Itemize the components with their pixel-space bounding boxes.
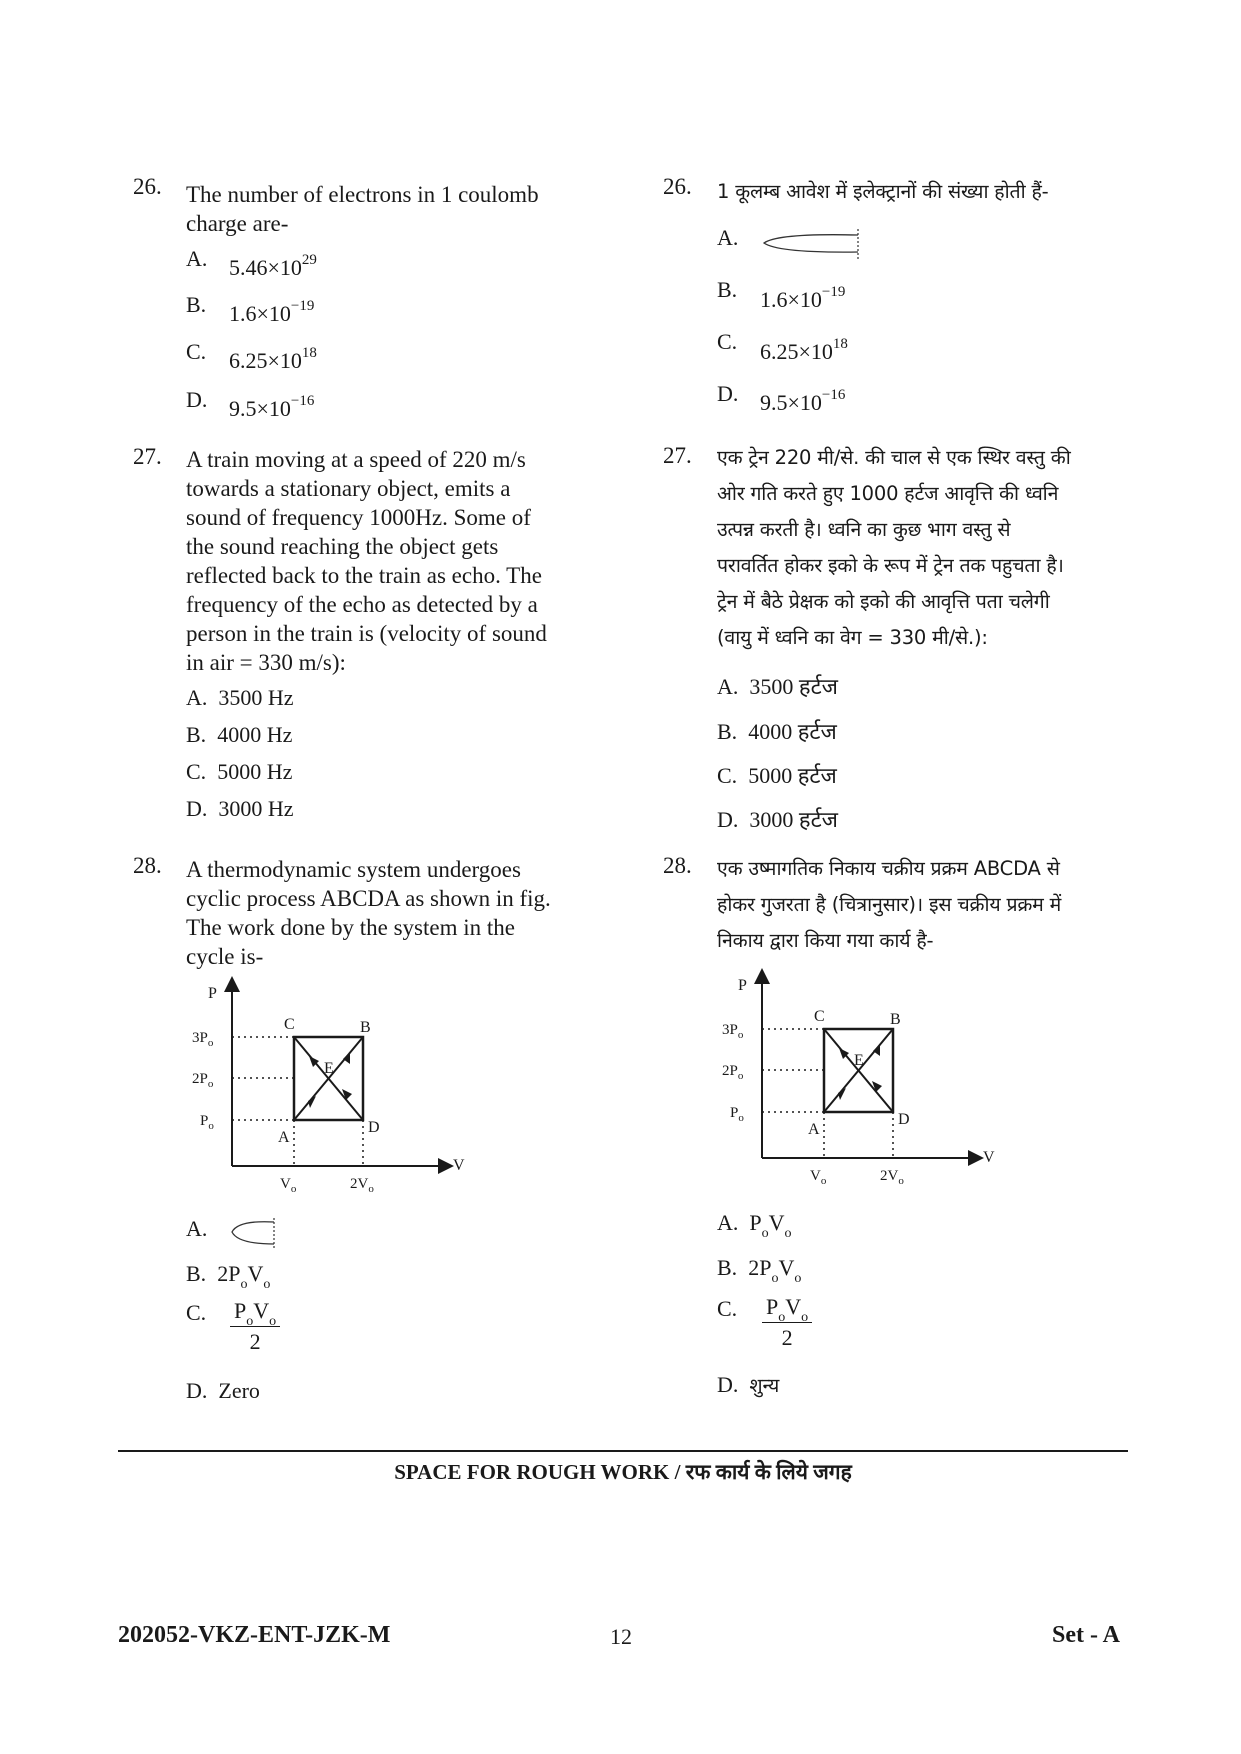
point-c-label: C bbox=[814, 1008, 825, 1025]
q28-hi-option-c bbox=[717, 1296, 737, 1322]
point-d-label: D bbox=[368, 1119, 380, 1136]
mantissa: 6.25×10 bbox=[760, 339, 833, 364]
option-text: 5000 हर्टज bbox=[748, 763, 837, 788]
option-label: A. bbox=[717, 225, 739, 250]
option-text: 3500 Hz bbox=[218, 685, 294, 710]
q26-en-option-c bbox=[186, 339, 206, 365]
tick-3p: $3P_o$ bbox=[192, 1030, 214, 1049]
tick-p: $P_o$ bbox=[200, 1113, 214, 1132]
text-line: एक उष्मागतिक निकाय चक्रीय प्रक्रम ABCDA से bbox=[717, 857, 1060, 880]
page-number: 12 bbox=[610, 1624, 632, 1649]
option-text: शुन्य bbox=[749, 1374, 780, 1397]
tick-2p: $2P_o$ bbox=[722, 1063, 744, 1082]
q28-en-text bbox=[186, 855, 551, 971]
q28-hi-option-c-fraction bbox=[762, 1294, 812, 1351]
q26-en-option-a bbox=[186, 246, 207, 272]
option-label: D. bbox=[186, 796, 208, 821]
text-line: charge are- bbox=[186, 211, 289, 236]
option-label: C. bbox=[186, 1300, 207, 1325]
q27-hi-option-b bbox=[717, 716, 837, 746]
option-label: A. bbox=[186, 1216, 208, 1241]
text-line: the sound reaching the object gets bbox=[186, 534, 499, 559]
scribble-mark bbox=[758, 225, 868, 261]
fraction-numerator: $P_oV_o$ bbox=[230, 1298, 280, 1327]
option-label: B. bbox=[717, 1255, 738, 1280]
option-text: Zero bbox=[218, 1378, 260, 1403]
v-axis-label: V bbox=[983, 1149, 995, 1166]
option-label: B. bbox=[717, 719, 738, 744]
q28-en-number: 28. bbox=[133, 853, 162, 878]
coefficient: 2 bbox=[217, 1261, 229, 1286]
option-label: D. bbox=[717, 381, 739, 406]
text-line: होकर गुजरता है (चित्रानुसार)। इस चक्रीय प्रक्रम में bbox=[717, 893, 1062, 916]
text-line: in air = 330 m/s): bbox=[186, 650, 346, 675]
exponent: 29 bbox=[301, 252, 317, 268]
q26-hi-option-b-value bbox=[760, 284, 846, 313]
option-text: 4000 हर्टज bbox=[748, 719, 837, 744]
subscript: o bbox=[263, 1277, 271, 1292]
option-label: C. bbox=[186, 759, 207, 784]
subscript: o bbox=[771, 1271, 779, 1286]
text-line: The number of electrons in 1 coulomb bbox=[186, 182, 539, 207]
option-text: 4000 Hz bbox=[217, 722, 293, 747]
mantissa: 9.5×10 bbox=[229, 396, 291, 421]
q27-hi-option-a bbox=[717, 671, 838, 701]
option-text: 5000 Hz bbox=[217, 759, 293, 784]
subscript: o bbox=[240, 1277, 248, 1292]
exponent: −16 bbox=[821, 387, 846, 403]
divider-line bbox=[118, 1450, 1128, 1452]
text-line: ट्रेन में बैठे प्रेक्षक को इको की आवृत्ति पता चलेगी bbox=[717, 590, 1050, 613]
point-a-label: A bbox=[278, 1129, 290, 1146]
p-axis-label: P bbox=[738, 977, 747, 994]
subscript: o bbox=[761, 1226, 769, 1241]
q27-hi-option-c bbox=[717, 760, 837, 790]
text-line: A thermodynamic system undergoes bbox=[186, 857, 521, 882]
mantissa: 6.25×10 bbox=[229, 348, 302, 373]
pv-cycle-diagram-en bbox=[170, 970, 480, 1200]
q26-hi-option-d-value bbox=[760, 387, 846, 416]
tick-2v: $2V_o$ bbox=[350, 1176, 374, 1195]
q27-en-option-b bbox=[186, 722, 292, 748]
option-label: C. bbox=[717, 763, 738, 788]
rough-work-heading: SPACE FOR ROUGH WORK / रफ कार्य के लिये जगह bbox=[394, 1460, 852, 1484]
tick-p: $P_o$ bbox=[730, 1105, 744, 1124]
q27-en-option-c bbox=[186, 759, 292, 785]
subscript: o bbox=[784, 1226, 792, 1241]
arrow-4 bbox=[873, 1044, 880, 1056]
fraction-denominator: 2 bbox=[249, 1329, 261, 1354]
point-d-label: D bbox=[898, 1111, 910, 1128]
q28-hi-number: 28. bbox=[663, 853, 692, 878]
text-line: towards a stationary object, emits a bbox=[186, 476, 511, 501]
option-label: D. bbox=[186, 387, 208, 412]
mantissa: 9.5×10 bbox=[760, 390, 822, 415]
option-label: A. bbox=[717, 1210, 739, 1235]
option-text: 3500 हर्टज bbox=[749, 674, 838, 699]
point-c-label: C bbox=[284, 1016, 295, 1033]
mantissa: 1.6×10 bbox=[760, 287, 822, 312]
tick-v: $V_o$ bbox=[810, 1168, 827, 1187]
tick-v: $V_o$ bbox=[280, 1176, 297, 1195]
q28-hi-option-b bbox=[717, 1255, 802, 1286]
symbol-v: V bbox=[247, 1261, 264, 1286]
tick-3p: $3P_o$ bbox=[722, 1022, 744, 1041]
q26-hi-number: 26. bbox=[663, 174, 692, 199]
q26-hi-option-b bbox=[717, 277, 737, 303]
set-label: Set - A bbox=[1052, 1622, 1120, 1648]
scribble-mark bbox=[228, 1214, 280, 1250]
point-a-label: A bbox=[808, 1121, 820, 1138]
q27-hi-number: 27. bbox=[663, 443, 692, 468]
q26-hi-option-d bbox=[717, 381, 738, 407]
mantissa: 5.46×10 bbox=[229, 255, 302, 280]
point-b-label: B bbox=[890, 1011, 901, 1028]
symbol-v: V bbox=[768, 1210, 785, 1235]
q28-en-option-b bbox=[186, 1261, 271, 1292]
subscript: o bbox=[794, 1271, 802, 1286]
q26-en-option-a-value bbox=[229, 252, 317, 281]
option-label: C. bbox=[717, 329, 738, 354]
arrow-4 bbox=[343, 1052, 350, 1064]
mantissa: 1.6×10 bbox=[229, 301, 291, 326]
p-axis-label: P bbox=[208, 985, 217, 1002]
q26-hi-option-c bbox=[717, 329, 737, 355]
symbol-v: V bbox=[778, 1255, 795, 1280]
q26-hi-option-a bbox=[717, 225, 738, 251]
option-label: B. bbox=[186, 722, 207, 747]
tick-2p: $2P_o$ bbox=[192, 1071, 214, 1090]
text-line: ओर गति करते हुए 1000 हर्टज आवृत्ति की ध्वनि bbox=[717, 482, 1059, 505]
q26-en-option-b-value bbox=[229, 298, 315, 327]
q26-en-number: 26. bbox=[133, 174, 162, 199]
arrow-2 bbox=[872, 1081, 882, 1092]
point-b-label: B bbox=[360, 1019, 371, 1036]
paper-code: 202052-VKZ-ENT-JZK-M bbox=[118, 1622, 391, 1648]
text-line: (वायु में ध्वनि का वेग = 330 मी/से.): bbox=[717, 626, 988, 649]
text-line: A train moving at a speed of 220 m/s bbox=[186, 447, 526, 472]
option-label: A. bbox=[186, 685, 208, 710]
q27-hi-option-d bbox=[717, 804, 838, 834]
q26-en-option-d-value bbox=[229, 393, 315, 422]
point-e-label: E bbox=[854, 1052, 864, 1069]
v-axis-label: V bbox=[453, 1157, 465, 1174]
text-line: निकाय द्वारा किया गया कार्य है- bbox=[717, 929, 934, 952]
q27-hi-text bbox=[717, 440, 1071, 656]
option-label: A. bbox=[717, 674, 739, 699]
q28-hi-text bbox=[717, 851, 1061, 959]
q28-en-option-a bbox=[186, 1216, 207, 1242]
text-line: 1 कूलम्ब आवेश में इलेक्ट्रानों की संख्या होती हैं- bbox=[717, 180, 1049, 203]
option-label: D. bbox=[717, 807, 739, 832]
exponent: 18 bbox=[832, 336, 848, 352]
option-label: D. bbox=[186, 1378, 208, 1403]
text-line: frequency of the echo as detected by a bbox=[186, 592, 538, 617]
point-e-label: E bbox=[324, 1060, 334, 1077]
exponent: −16 bbox=[290, 393, 315, 409]
arrow-2 bbox=[342, 1089, 352, 1100]
symbol-p: P bbox=[749, 1210, 762, 1235]
option-label: B. bbox=[186, 1261, 207, 1286]
option-label: B. bbox=[186, 292, 207, 317]
option-label: C. bbox=[717, 1296, 738, 1321]
text-line: sound of frequency 1000Hz. Some of bbox=[186, 505, 531, 530]
q26-en-option-b bbox=[186, 292, 206, 318]
text-line: person in the train is (velocity of sound bbox=[186, 621, 547, 646]
fraction bbox=[762, 1294, 812, 1351]
option-label: A. bbox=[186, 246, 208, 271]
fraction bbox=[230, 1298, 280, 1355]
exponent: 18 bbox=[301, 345, 317, 361]
coefficient: 2 bbox=[748, 1255, 760, 1280]
q27-en-option-d bbox=[186, 796, 294, 822]
tick-2v: $2V_o$ bbox=[880, 1168, 904, 1187]
q26-en-option-c-value bbox=[229, 345, 317, 374]
text-line: The work done by the system in the bbox=[186, 915, 515, 940]
q28-en-option-d bbox=[186, 1378, 260, 1404]
q27-en-text bbox=[186, 445, 547, 677]
q27-en-number: 27. bbox=[133, 444, 162, 469]
option-label: C. bbox=[186, 339, 207, 364]
text-line: परावर्तित होकर इको के रूप में ट्रेन तक पहुचता है। bbox=[717, 554, 1064, 577]
fraction-denominator: 2 bbox=[781, 1325, 793, 1350]
exponent: −19 bbox=[290, 298, 315, 314]
pv-cycle-diagram-hi bbox=[700, 962, 1010, 1192]
fraction-numerator: $P_oV_o$ bbox=[762, 1294, 812, 1323]
symbol-p: P bbox=[228, 1261, 241, 1286]
q28-hi-option-d bbox=[717, 1371, 779, 1398]
q27-en-option-a bbox=[186, 685, 294, 711]
option-label: B. bbox=[717, 277, 738, 302]
exponent: −19 bbox=[821, 284, 846, 300]
text-line: reflected back to the train as echo. The bbox=[186, 563, 542, 588]
text-line: उत्पन्न करती है। ध्वनि का कुछ भाग वस्तु से bbox=[717, 518, 1011, 541]
option-text: 3000 हर्टज bbox=[749, 807, 838, 832]
text-line: cycle is- bbox=[186, 944, 264, 969]
q26-en-option-d bbox=[186, 387, 207, 413]
q28-en-option-c-fraction bbox=[230, 1298, 280, 1355]
q28-en-option-c bbox=[186, 1300, 206, 1326]
text-line: cyclic process ABCDA as shown in fig. bbox=[186, 886, 551, 911]
option-label: D. bbox=[717, 1372, 739, 1397]
q26-hi-text bbox=[717, 174, 1048, 210]
text-line: एक ट्रेन 220 मी/से. की चाल से एक स्थिर वस्तु की bbox=[717, 446, 1071, 469]
q28-hi-option-a bbox=[717, 1210, 792, 1241]
symbol-p: P bbox=[759, 1255, 772, 1280]
q26-hi-option-c-value bbox=[760, 336, 848, 365]
option-text: 3000 Hz bbox=[218, 796, 294, 821]
q26-en-text bbox=[186, 180, 539, 238]
